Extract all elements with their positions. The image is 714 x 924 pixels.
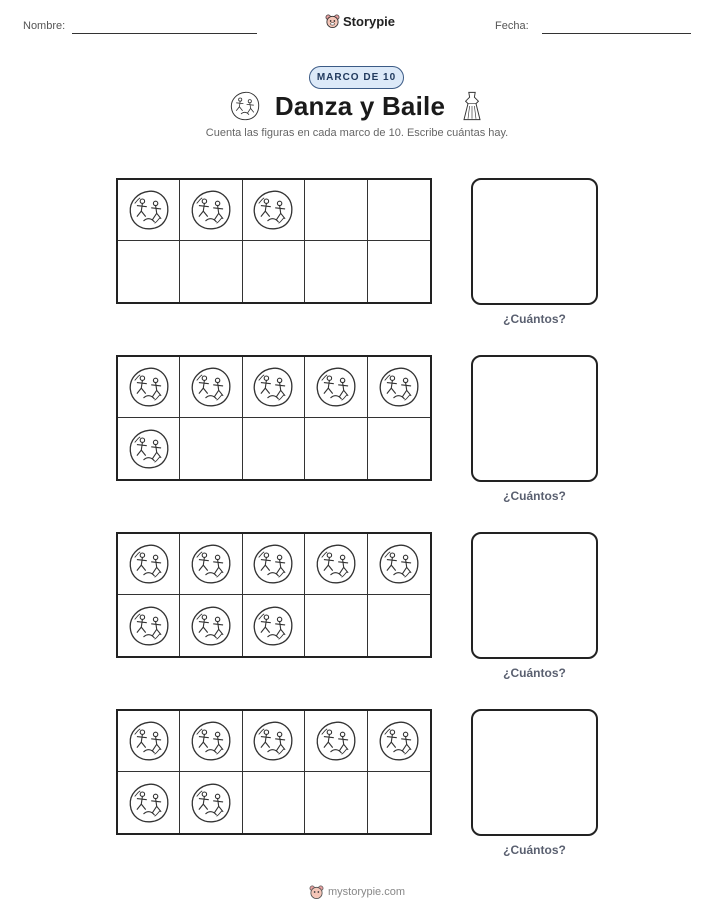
dancers-circle-icon (189, 604, 233, 648)
brand-logo (325, 13, 395, 29)
frame-cell (243, 534, 305, 595)
frame-cell (180, 711, 242, 772)
frame-cell (368, 180, 430, 241)
answer-box-4[interactable] (471, 709, 598, 836)
frame-cell (118, 595, 180, 656)
answer-label-2: ¿Cuántos? (503, 489, 566, 503)
dancers-circle-icon (377, 542, 421, 586)
frame-cell (180, 180, 242, 241)
page-title: Danza y Baile (274, 90, 446, 121)
ten-frame-2 (116, 355, 432, 481)
frame-cell (368, 772, 430, 833)
bear-mascot-icon (325, 13, 340, 29)
footer (0, 884, 714, 900)
ten-frame-1 (116, 178, 432, 304)
frame-cell (243, 357, 305, 418)
dancers-circle-icon (189, 542, 233, 586)
frame-cell (180, 357, 242, 418)
dancers-circle-icon (127, 604, 171, 648)
answer-label-1: ¿Cuántos? (503, 312, 566, 326)
dancers-circle-icon (251, 365, 295, 409)
frame-cell (305, 595, 367, 656)
brand-name: Storypie (343, 13, 396, 29)
dancers-circle-icon (127, 365, 171, 409)
answer-label-4: ¿Cuántos? (503, 843, 566, 857)
dress-icon (459, 90, 485, 122)
answer-box-3[interactable] (471, 532, 598, 659)
frame-cell (243, 180, 305, 241)
dancers-circle-icon (127, 188, 171, 232)
footer-url[interactable]: mystorypie.com (327, 886, 406, 898)
title-row (0, 90, 714, 122)
date-label: Fecha: (495, 20, 529, 32)
frame-cell (243, 711, 305, 772)
frame-cell (118, 418, 180, 479)
ten-frame-3 (116, 532, 432, 658)
frame-cell (118, 357, 180, 418)
dancers-circle-icon (189, 188, 233, 232)
dancers-circle-icon (127, 542, 171, 586)
frame-cell (368, 595, 430, 656)
dancers-circle-icon (251, 604, 295, 648)
frame-cell (118, 180, 180, 241)
date-line[interactable] (542, 33, 691, 34)
frame-cell (118, 241, 180, 302)
name-label: Nombre: (23, 20, 66, 32)
frame-cell (368, 357, 430, 418)
dancers-circle-icon (189, 719, 233, 763)
name-line[interactable] (72, 33, 257, 34)
dancers-circle-icon (229, 90, 261, 122)
dancers-circle-icon (251, 188, 295, 232)
frame-cell (180, 772, 242, 833)
frame-cell (305, 711, 367, 772)
dancers-circle-icon (314, 719, 358, 763)
dancers-circle-icon (314, 365, 358, 409)
frame-cell (305, 180, 367, 241)
dancers-circle-icon (377, 365, 421, 409)
frame-cell (118, 711, 180, 772)
frame-cell (180, 418, 242, 479)
frame-cell (368, 711, 430, 772)
dancers-circle-icon (377, 719, 421, 763)
frame-cell (118, 534, 180, 595)
frame-cell (118, 772, 180, 833)
frame-cell (368, 534, 430, 595)
answer-box-2[interactable] (471, 355, 598, 482)
instructions: Cuenta las figuras en cada marco de 10. Escribe cuántas hay. (205, 127, 509, 139)
frame-cell (305, 357, 367, 418)
dancers-circle-icon (189, 365, 233, 409)
frame-cell (305, 241, 367, 302)
dancers-circle-icon (314, 542, 358, 586)
dancers-circle-icon (127, 719, 171, 763)
frame-cell (305, 772, 367, 833)
category-badge: MARCO DE 10 (309, 66, 404, 89)
answer-label-3: ¿Cuántos? (503, 666, 566, 680)
frame-cell (180, 595, 242, 656)
ten-frame-4 (116, 709, 432, 835)
frame-cell (305, 534, 367, 595)
dancers-circle-icon (127, 427, 171, 471)
frame-cell (368, 241, 430, 302)
frame-cell (243, 772, 305, 833)
dancers-circle-icon (127, 781, 171, 825)
frame-cell (180, 241, 242, 302)
frame-cell (243, 418, 305, 479)
dancers-circle-icon (189, 781, 233, 825)
dancers-circle-icon (251, 719, 295, 763)
dancers-circle-icon (251, 542, 295, 586)
frame-cell (368, 418, 430, 479)
frame-cell (243, 595, 305, 656)
frame-cell (243, 241, 305, 302)
answer-box-1[interactable] (471, 178, 598, 305)
frame-cell (305, 418, 367, 479)
bear-mascot-icon (309, 884, 324, 900)
frame-cell (180, 534, 242, 595)
